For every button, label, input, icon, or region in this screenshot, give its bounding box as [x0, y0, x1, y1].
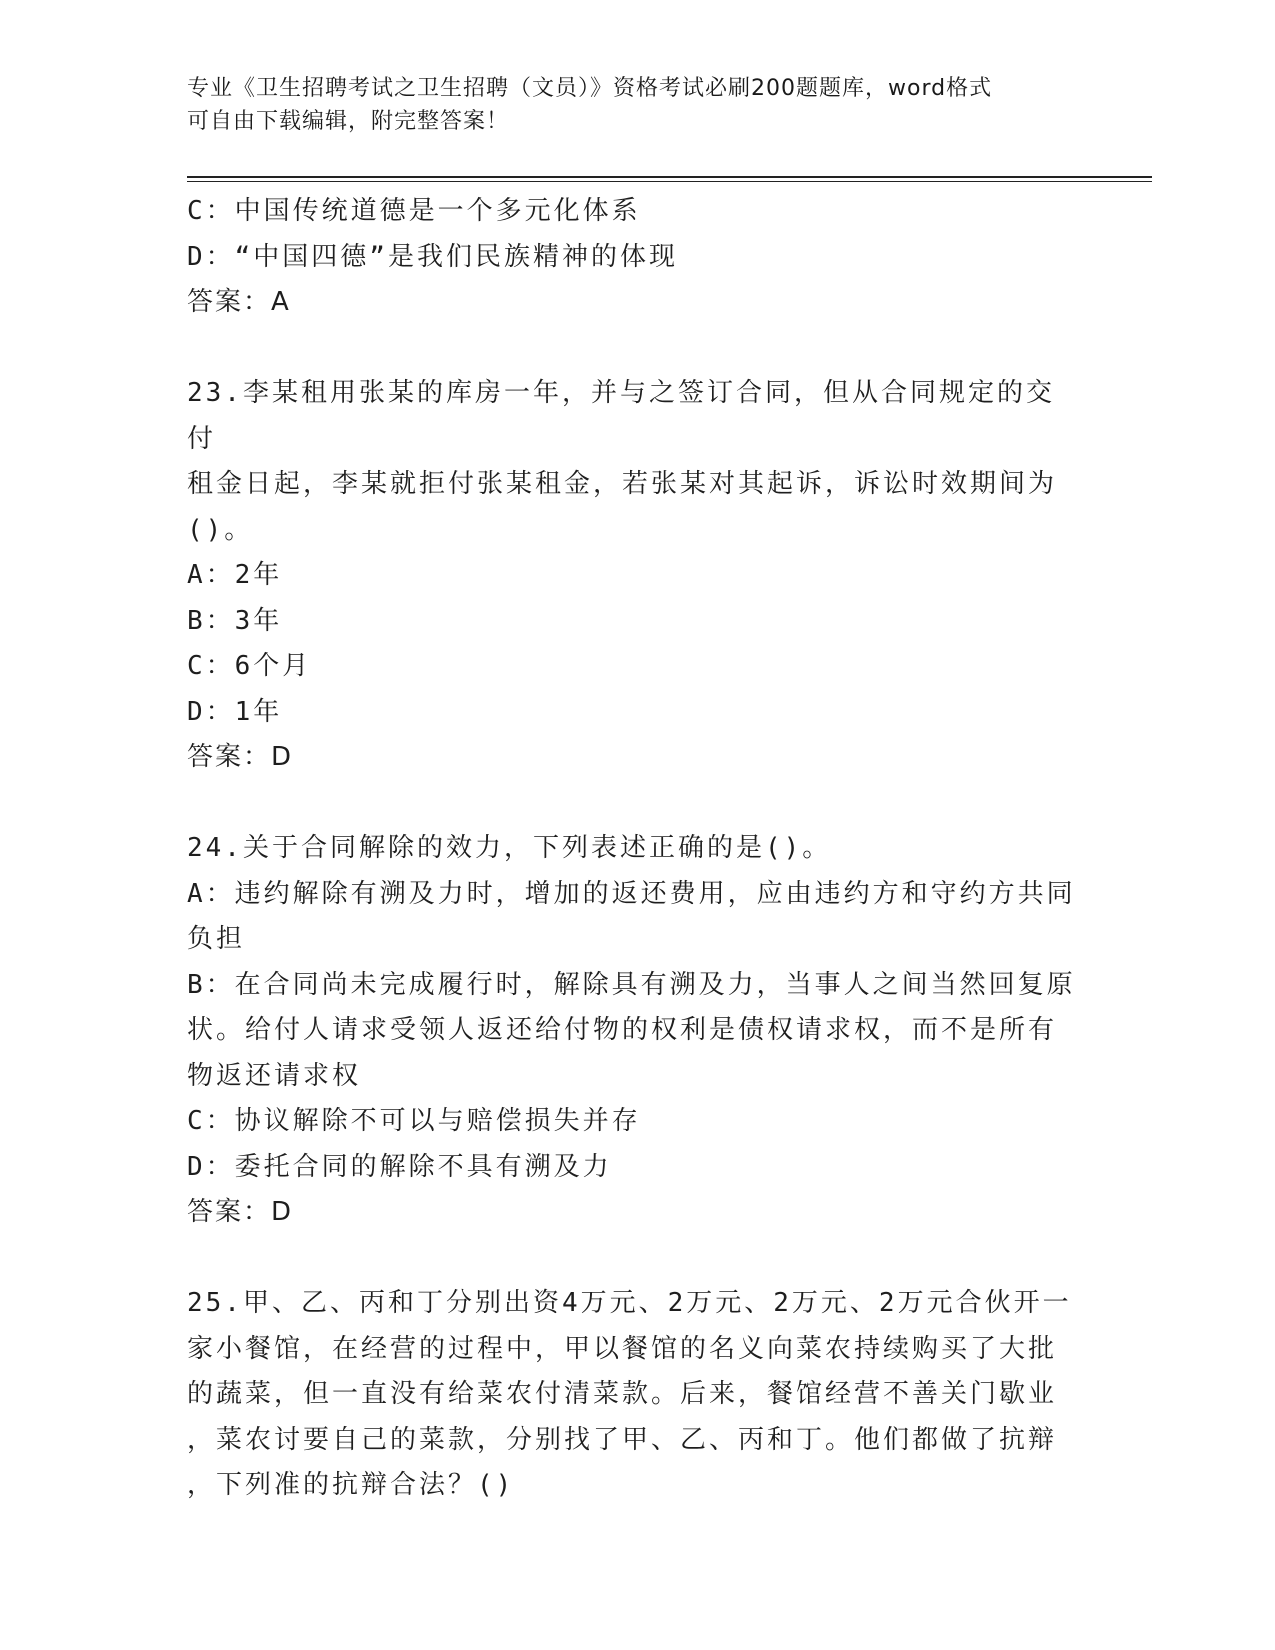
answer-line: 答案：D	[187, 742, 294, 772]
question-stem-line: ，菜农讨要自己的菜款，分别找了甲、乙、丙和丁。他们都做了抗辩	[187, 1424, 1058, 1455]
header-divider	[187, 176, 1152, 178]
header-line-2: 可自由下载编辑，附完整答案！	[187, 109, 510, 134]
option-b: B：在合同尚未完成履行时，解除具有溯及力，当事人之间当然回复原	[187, 969, 1076, 1000]
spacer	[187, 326, 1077, 372]
option-c: C：中国传统道德是一个多元化体系	[187, 196, 641, 226]
header-divider-thin	[187, 181, 1152, 182]
question-stem-line: ()。	[187, 514, 254, 545]
question-22-tail	[187, 189, 1077, 326]
header-line-1: 专业《卫生招聘考试之卫生招聘（文员）》资格考试必刷200题题库，word格式	[187, 76, 993, 101]
option-a-continued: 负担	[187, 924, 246, 954]
question-stem-line: 家小餐馆，在经营的过程中，甲以餐馆的名义向菜农持续购买了大批	[187, 1333, 1058, 1364]
question-24	[187, 826, 1077, 1236]
option-d: D：“中国四德”是我们民族精神的体现	[187, 241, 678, 272]
question-stem-line: 租金日起，李某就拒付张某租金，若张某对其起诉，诉讼时效期间为	[187, 469, 1058, 499]
answer-line: 答案：D	[187, 1197, 294, 1227]
option-a: A：违约解除有溯及力时，增加的返还费用，应由违约方和守约方共同	[187, 878, 1076, 909]
question-stem-line: ，下列准的抗辩合法？()	[187, 1470, 515, 1500]
option-c: C：6个月	[187, 651, 312, 681]
question-stem-line: 24.关于合同解除的效力，下列表述正确的是()。	[187, 833, 832, 863]
question-stem-line: 23.李某租用张某的库房一年，并与之签订合同，但从合同规定的交付	[187, 378, 1055, 454]
option-b-continued: 物返还请求权	[187, 1060, 362, 1091]
question-content	[187, 189, 1077, 1509]
question-stem-line: 的蔬菜，但一直没有给菜农付清菜款。后来，餐馆经营不善关门歇业	[187, 1379, 1058, 1409]
spacer	[187, 781, 1077, 827]
option-d: D：1年	[187, 696, 283, 727]
question-25	[187, 1281, 1077, 1509]
option-c: C：协议解除不可以与赔偿损失并存	[187, 1106, 641, 1136]
option-d: D：委托合同的解除不具有溯及力	[187, 1151, 612, 1182]
option-b: B：3年	[187, 605, 283, 636]
question-stem-line: 25.甲、乙、丙和丁分别出资4万元、2万元、2万元、2万元合伙开一	[187, 1288, 1072, 1318]
page-header	[187, 72, 1067, 138]
option-b-continued: 状。给付人请求受领人返还给付物的权利是债权请求权，而不是所有	[187, 1015, 1058, 1045]
option-a: A：2年	[187, 560, 283, 590]
question-23	[187, 371, 1077, 781]
spacer	[187, 1236, 1077, 1282]
answer-line: 答案：A	[187, 287, 291, 317]
